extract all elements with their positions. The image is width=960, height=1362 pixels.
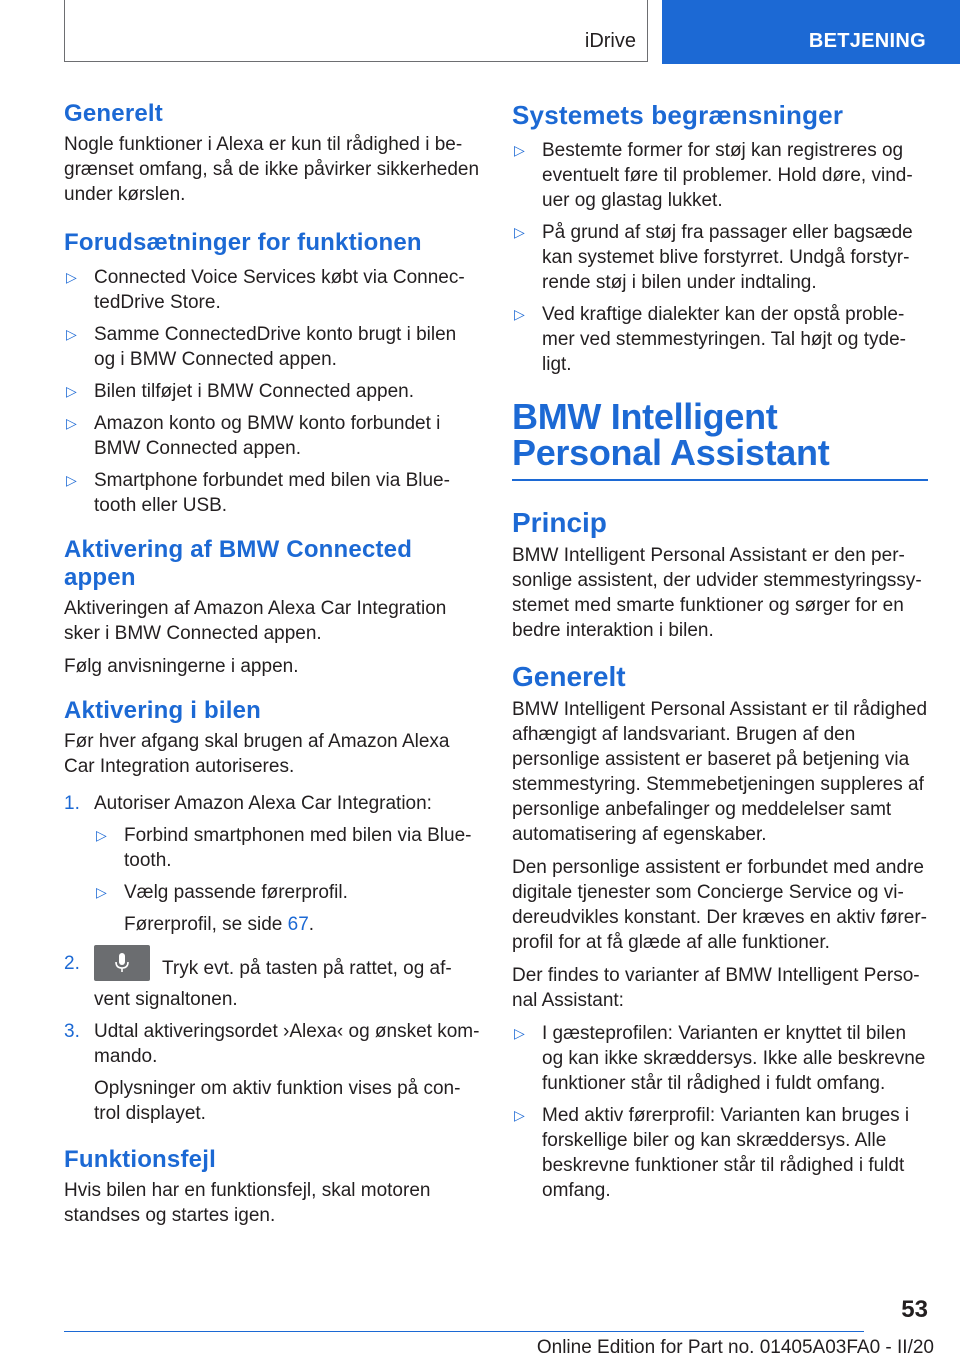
step-item <box>64 951 480 1012</box>
bullet-triangle-icon: ▷ <box>66 472 77 488</box>
paragraph-aktivering-app: Aktiveringen af Amazon Alexa Car Integration sker i BMW Connected appen. <box>64 598 447 644</box>
heading-funktionsfejl: Funktionsfejl <box>64 1146 216 1173</box>
paragraph-generelt-3: Der findes to varianter af BMW Intelligent Personal Assistant: <box>512 965 920 1011</box>
bullet-triangle-icon: ▷ <box>514 306 525 322</box>
bullet-triangle-icon: ▷ <box>96 827 107 843</box>
page-reference: Førerprofil, se side 67. <box>124 914 315 935</box>
steering-wheel-button <box>94 945 150 981</box>
paragraph-generelt: Nogle funktioner i Alexa er kun til rådighed i begrænset omfang, så de ikke påvirker sikkerheden under kørslen. <box>64 134 480 205</box>
section-princip <box>512 507 928 643</box>
header-chapter-title: BETJENING <box>808 30 926 52</box>
list-item: ▷ Connected Voice Services købt via ConnectedDrive Store. <box>66 267 465 313</box>
list-item: ▷ I gæsteprofilen: Varianten er knyttet til bilen og kan ikke skræddersys. Ikke alle beskrevne funktioner står til rådighed i fuldt omfang. <box>514 1023 926 1094</box>
step-number: 2. <box>64 953 80 974</box>
section-begraensninger <box>512 100 928 377</box>
heading-generelt: Generelt <box>64 100 163 127</box>
header-section-title: iDrive <box>584 30 636 52</box>
right-column <box>512 100 928 1229</box>
heading-aktivering-bil: Aktivering i bilen <box>64 697 261 724</box>
bullet-triangle-icon: ▷ <box>514 224 525 240</box>
section-aktivering-bil <box>64 697 480 1126</box>
section-forudsaetninger <box>64 229 480 518</box>
section-aktivering-app <box>64 536 480 679</box>
list-item: ▷ Smartphone forbundet med bilen via Bluetooth eller USB. <box>66 470 450 516</box>
header-chapter-tab <box>662 0 960 64</box>
steps-list <box>64 791 480 1126</box>
header-box <box>64 0 648 62</box>
heading-forudsaetninger: Forudsætninger for funktionen <box>64 229 422 256</box>
list-item: ▷ Bestemte former for støj kan registreres og eventuelt føre til problemer. Hold døre, vinduer og glastag lukket. <box>514 140 913 211</box>
bullet-triangle-icon: ▷ <box>514 1107 525 1123</box>
chapter-title: BMW Intelligent Personal Assistant <box>512 399 928 481</box>
section-generelt-right <box>512 661 928 1203</box>
step-item <box>64 791 480 937</box>
list-item: ▷ Bilen tilføjet i BMW Connected appen. <box>66 381 414 402</box>
heading-aktivering-app: Aktivering af BMW Connected appen <box>64 536 413 591</box>
page-link[interactable]: 67 <box>287 914 309 935</box>
paragraph-generelt-2: Den personlige assistent er forbundet med andre digitale tjenester som Concierge Service og videreudvikles konstant. Der kræves en aktiv førerprofil for at få glæde af alle funktioner. <box>512 857 927 953</box>
bullet-triangle-icon: ▷ <box>66 269 77 285</box>
paragraph-generelt-1: BMW Intelligent Personal Assistant er til rådighed afhængigt af landsvariant. Brugen af den personlige assistent er baseret på betjening via stemmestyring. Stemmebetjeningen suppleres af personlige anbefalinger og meddelelser samt automatisering af egenskaber. <box>512 699 928 845</box>
list-item: ▷ Med aktiv førerprofil: Varianten kan bruges i forskellige biler og kan skræddersys. Alle beskrevne funktioner står til rådighed i fuldt omfang. <box>514 1105 910 1201</box>
list-item: ▷ Amazon konto og BMW konto forbundet i BMW Connected appen. <box>66 413 441 459</box>
requirements-list <box>64 265 480 518</box>
bullet-triangle-icon: ▷ <box>96 884 107 900</box>
paragraph-aktivering-bil: Før hver afgang skal brugen af Amazon Alexa Car Integration autoriseres. <box>64 731 450 777</box>
heading-begraensninger: Systemets begrænsninger <box>512 100 844 130</box>
bullet-triangle-icon: ▷ <box>66 415 77 431</box>
bullet-triangle-icon: ▷ <box>514 142 525 158</box>
section-funktionsfejl <box>64 1146 480 1228</box>
bullet-triangle-icon: ▷ <box>66 326 77 342</box>
paragraph-funktionsfejl: Hvis bilen har en funktionsfejl, skal motoren standses og startes igen. <box>64 1180 431 1226</box>
step-number: 1. <box>64 793 80 814</box>
bullet-triangle-icon: ▷ <box>66 383 77 399</box>
step-continuation: Oplysninger om aktiv funktion vises på control displayet. <box>94 1078 461 1124</box>
section-generelt <box>64 100 480 207</box>
substep-list <box>94 823 480 905</box>
list-item: ▷ Forbind smartphonen med bilen via Bluetooth. <box>96 825 472 871</box>
heading-generelt-right: Generelt <box>512 661 626 692</box>
limitations-list <box>512 138 928 377</box>
variants-list <box>512 1021 928 1203</box>
paragraph-aktivering-app-2: Følg anvisningerne i appen. <box>64 656 299 677</box>
list-item: ▷ Vælg passende førerprofil. <box>96 882 348 903</box>
page-number: 53 <box>901 1296 928 1323</box>
list-item: ▷ På grund af støj fra passager eller bagsæde kan systemet blive forstyrret. Undgå forstyrrende støj i bilen under indtaling. <box>514 222 913 293</box>
step-number: 3. <box>64 1021 80 1042</box>
heading-princip: Princip <box>512 507 607 538</box>
left-column <box>64 100 480 1254</box>
paragraph-princip: BMW Intelligent Personal Assistant er den personlige assistent, der udvider stemmestyringssystemet med smarte funktioner og sørger for en bedre interaktion i bilen. <box>512 545 922 641</box>
list-item: ▷ Ved kraftige dialekter kan der opstå problemer ved stemmestyringen. Tal højt og tydeligt. <box>514 304 906 375</box>
footer-edition: Online Edition for Part no. 01405A03FA0 - II/20 <box>536 1337 934 1358</box>
list-item: ▷ Samme ConnectedDrive konto brugt i bilen og i BMW Connected appen. <box>66 324 457 370</box>
step-item <box>64 1019 480 1126</box>
footer-divider <box>64 1331 864 1332</box>
microphone-icon <box>114 952 130 974</box>
step-text: Autoriser Amazon Alexa Car Integration: <box>94 793 432 814</box>
step-text: Tryk evt. på tasten på rattet, og afvent signaltonen. <box>94 958 452 1010</box>
bullet-triangle-icon: ▷ <box>514 1025 525 1041</box>
step-text: Udtal aktiveringsordet ›Alexa‹ og ønsket kommando. <box>94 1021 480 1067</box>
